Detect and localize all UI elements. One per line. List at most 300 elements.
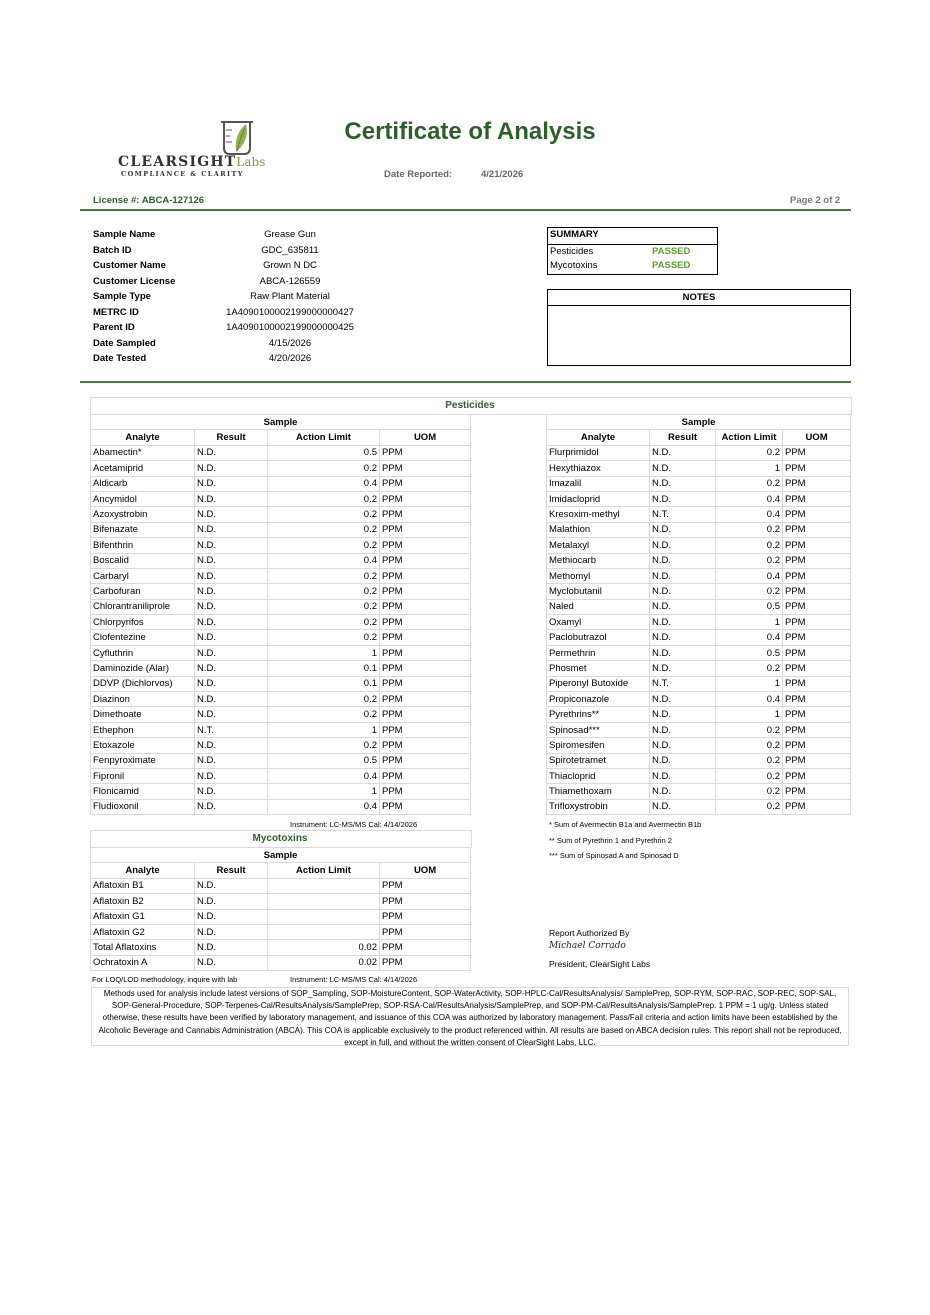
result-cell: N.D. xyxy=(650,615,716,630)
table-row xyxy=(91,630,471,645)
date-reported-label: Date Reported: xyxy=(384,169,453,180)
result-cell: N.D. xyxy=(195,507,268,522)
result-cell: N.T. xyxy=(195,722,268,737)
column-header: Analyte xyxy=(91,430,195,445)
analyte-cell: Ancymidol xyxy=(91,491,195,506)
action-limit-cell: 0.5 xyxy=(716,645,783,660)
analyte-cell: Oxamyl xyxy=(547,615,650,630)
action-limit-cell: 0.2 xyxy=(268,692,380,707)
table-row xyxy=(547,645,851,660)
uom-cell: PPM xyxy=(783,445,851,460)
column-header: Action Limit xyxy=(268,863,380,878)
analyte-cell: Imazalil xyxy=(547,476,650,491)
table-row xyxy=(547,461,851,476)
result-cell: N.D. xyxy=(195,799,268,814)
company-logo xyxy=(118,118,266,180)
pesticides-table-left xyxy=(90,414,471,815)
table-row xyxy=(91,645,471,660)
action-limit-cell: 1 xyxy=(716,461,783,476)
result-cell: N.D. xyxy=(650,768,716,783)
uom-cell: PPM xyxy=(783,784,851,799)
table-row xyxy=(547,522,851,537)
result-cell: N.D. xyxy=(195,738,268,753)
table-row xyxy=(91,784,471,799)
analyte-cell: Malathion xyxy=(547,522,650,537)
result-cell: N.D. xyxy=(650,538,716,553)
sample-info-value: GDC_635811 xyxy=(261,244,319,256)
result-cell: N.D. xyxy=(195,784,268,799)
status-badge: PASSED xyxy=(652,260,691,271)
result-cell: N.D. xyxy=(195,491,268,506)
result-cell: N.D. xyxy=(650,753,716,768)
action-limit-cell: 0.5 xyxy=(716,599,783,614)
footnote: * Sum of Avermectin B1a and Avermectin B1b xyxy=(549,820,702,829)
uom-cell: PPM xyxy=(380,676,471,691)
action-limit-cell: 0.4 xyxy=(268,768,380,783)
analyte-cell: Ochratoxin A xyxy=(91,955,195,970)
analyte-cell: Thiacloprid xyxy=(547,768,650,783)
analyte-cell: Phosmet xyxy=(547,661,650,676)
action-limit-cell: 0.4 xyxy=(268,799,380,814)
uom-cell: PPM xyxy=(380,878,471,893)
action-limit-cell: 0.2 xyxy=(716,768,783,783)
table-row xyxy=(547,661,851,676)
uom-cell: PPM xyxy=(380,738,471,753)
footnote: ** Sum of Pyrethrin 1 and Pyrethrin 2 xyxy=(549,836,672,845)
table-row xyxy=(91,878,471,893)
result-cell: N.D. xyxy=(195,676,268,691)
result-cell: N.D. xyxy=(650,568,716,583)
result-cell: N.D. xyxy=(195,599,268,614)
table-row xyxy=(91,722,471,737)
pesticides-title: Pesticides xyxy=(445,400,495,411)
pesticides-instrument: Instrument: LC-MS/MS Cal: 4/14/2026 xyxy=(290,820,418,829)
page-title: Certificate of Analysis xyxy=(344,118,596,145)
section-divider xyxy=(80,381,851,383)
sample-info-value: 1A4090100002199000000427 xyxy=(226,306,354,318)
uom-cell: PPM xyxy=(783,599,851,614)
uom-cell: PPM xyxy=(380,924,471,939)
table-row xyxy=(547,568,851,583)
analyte-cell: Myclobutanil xyxy=(547,584,650,599)
result-cell: N.D. xyxy=(195,940,268,955)
uom-cell: PPM xyxy=(783,661,851,676)
action-limit-cell: 1 xyxy=(716,707,783,722)
authorizer-title: President, ClearSight Labs xyxy=(549,959,651,969)
action-limit-cell: 0.4 xyxy=(268,553,380,568)
uom-cell: PPM xyxy=(783,568,851,583)
result-cell: N.D. xyxy=(195,955,268,970)
analyte-cell: Dimethoate xyxy=(91,707,195,722)
column-header: UOM xyxy=(783,430,851,445)
result-cell: N.D. xyxy=(650,661,716,676)
action-limit-cell: 0.2 xyxy=(716,553,783,568)
action-limit-cell: 0.2 xyxy=(268,599,380,614)
uom-cell: PPM xyxy=(380,707,471,722)
column-header: Result xyxy=(195,430,268,445)
sample-info-label: Parent ID xyxy=(93,322,135,333)
result-cell: N.D. xyxy=(650,553,716,568)
analyte-cell: Acetamiprid xyxy=(91,461,195,476)
sample-info-label: Sample Type xyxy=(93,291,151,302)
result-cell: N.D. xyxy=(650,738,716,753)
analyte-cell: Aflatoxin B1 xyxy=(91,878,195,893)
analyte-cell: Abamectin* xyxy=(91,445,195,460)
sample-info-label: Customer Name xyxy=(93,260,166,271)
action-limit-cell xyxy=(268,924,380,939)
table-row xyxy=(547,599,851,614)
column-header: UOM xyxy=(380,863,471,878)
result-cell: N.D. xyxy=(195,538,268,553)
uom-cell: PPM xyxy=(380,661,471,676)
table-row xyxy=(91,707,471,722)
uom-cell: PPM xyxy=(380,909,471,924)
analyte-cell: Piperonyl Butoxide xyxy=(547,676,650,691)
uom-cell: PPM xyxy=(380,722,471,737)
table-row xyxy=(547,753,851,768)
signature: Michael Corrado xyxy=(549,941,626,951)
summary-box xyxy=(547,227,718,275)
mycotoxins-title: Mycotoxins xyxy=(252,833,308,844)
sample-info-label: Customer License xyxy=(93,275,176,287)
analyte-cell: Aflatoxin B2 xyxy=(91,894,195,909)
action-limit-cell: 0.1 xyxy=(268,676,380,691)
notes-box xyxy=(547,305,851,366)
uom-cell: PPM xyxy=(380,784,471,799)
license-number: License #: ABCA-127126 xyxy=(93,195,205,206)
result-cell: N.D. xyxy=(195,707,268,722)
result-cell: N.D. xyxy=(195,630,268,645)
analyte-cell: Chlorantraniliprole xyxy=(91,599,195,614)
result-cell: N.T. xyxy=(650,507,716,522)
result-cell: N.D. xyxy=(650,692,716,707)
result-cell: N.D. xyxy=(650,630,716,645)
action-limit-cell xyxy=(268,909,380,924)
header-divider xyxy=(80,209,851,211)
table-row xyxy=(547,768,851,783)
uom-cell: PPM xyxy=(380,445,471,460)
uom-cell: PPM xyxy=(783,584,851,599)
analyte-cell: Methomyl xyxy=(547,568,650,583)
action-limit-cell: 1 xyxy=(716,676,783,691)
analyte-cell: Carbofuran xyxy=(91,584,195,599)
sample-header: Sample xyxy=(91,848,471,863)
column-header: Result xyxy=(650,430,716,445)
analyte-cell: Flurprimidol xyxy=(547,445,650,460)
sample-info-value: 4/20/2026 xyxy=(268,353,312,364)
action-limit-cell: 0.1 xyxy=(268,661,380,676)
sample-header: Sample xyxy=(547,415,851,430)
uom-cell: PPM xyxy=(783,768,851,783)
result-cell: N.D. xyxy=(650,491,716,506)
table-row xyxy=(547,445,851,460)
summary-item-label: Mycotoxins xyxy=(550,260,598,271)
table-row xyxy=(91,924,471,939)
table-row xyxy=(547,615,851,630)
uom-cell: PPM xyxy=(380,568,471,583)
analyte-cell: Spiromesifen xyxy=(547,738,650,753)
table-row xyxy=(91,940,471,955)
uom-cell: PPM xyxy=(380,584,471,599)
table-row xyxy=(547,491,851,506)
result-cell: N.D. xyxy=(195,894,268,909)
analyte-cell: Fludioxonil xyxy=(91,799,195,814)
sample-info-value: ABCA-126559 xyxy=(259,275,321,287)
analyte-cell: Bifenthrin xyxy=(91,538,195,553)
uom-cell: PPM xyxy=(783,491,851,506)
uom-cell: PPM xyxy=(380,491,471,506)
sample-info-label: Batch ID xyxy=(93,244,132,256)
table-row xyxy=(91,522,471,537)
table-row xyxy=(91,692,471,707)
action-limit-cell: 0.4 xyxy=(716,692,783,707)
result-cell: N.D. xyxy=(195,584,268,599)
table-row xyxy=(91,599,471,614)
action-limit-cell: 0.4 xyxy=(716,491,783,506)
analyte-cell: Fenpyroximate xyxy=(91,753,195,768)
uom-cell: PPM xyxy=(380,507,471,522)
result-cell: N.D. xyxy=(650,784,716,799)
result-cell: N.D. xyxy=(650,599,716,614)
table-row xyxy=(91,568,471,583)
table-row xyxy=(91,955,471,970)
action-limit-cell: 0.2 xyxy=(268,522,380,537)
table-row xyxy=(91,615,471,630)
result-cell: N.D. xyxy=(650,445,716,460)
table-row xyxy=(91,461,471,476)
uom-cell: PPM xyxy=(380,894,471,909)
table-row xyxy=(91,553,471,568)
uom-cell: PPM xyxy=(380,645,471,660)
table-row xyxy=(547,799,851,814)
uom-cell: PPM xyxy=(783,707,851,722)
analyte-cell: Imidacloprid xyxy=(547,491,650,506)
uom-cell: PPM xyxy=(380,692,471,707)
sample-info-value: 1A4090100002199000000425 xyxy=(226,322,354,333)
analyte-cell: Hexythiazox xyxy=(547,461,650,476)
sample-info-value: Grease Gun xyxy=(264,229,316,240)
uom-cell: PPM xyxy=(783,738,851,753)
uom-cell: PPM xyxy=(380,476,471,491)
sample-header: Sample xyxy=(91,415,471,430)
result-cell: N.D. xyxy=(195,553,268,568)
uom-cell: PPM xyxy=(783,507,851,522)
action-limit-cell: 0.2 xyxy=(268,461,380,476)
uom-cell: PPM xyxy=(380,799,471,814)
result-cell: N.D. xyxy=(195,568,268,583)
analyte-cell: Aflatoxin G1 xyxy=(91,909,195,924)
action-limit-cell: 0.2 xyxy=(268,707,380,722)
result-cell: N.D. xyxy=(195,661,268,676)
analyte-cell: Methiocarb xyxy=(547,553,650,568)
analyte-cell: Azoxystrobin xyxy=(91,507,195,522)
result-cell: N.T. xyxy=(650,676,716,691)
analyte-cell: Kresoxim-methyl xyxy=(547,507,650,522)
action-limit-cell: 0.2 xyxy=(268,584,380,599)
column-header: UOM xyxy=(380,430,471,445)
uom-cell: PPM xyxy=(783,522,851,537)
action-limit-cell: 0.2 xyxy=(716,584,783,599)
analyte-cell: Pyrethrins** xyxy=(547,707,650,722)
result-cell: N.D. xyxy=(195,878,268,893)
action-limit-cell: 0.4 xyxy=(716,507,783,522)
analyte-cell: Etoxazole xyxy=(91,738,195,753)
table-row xyxy=(547,538,851,553)
page-number: Page 2 of 2 xyxy=(790,195,841,206)
authorized-by-label: Report Authorized By xyxy=(549,928,630,938)
uom-cell: PPM xyxy=(380,940,471,955)
table-row xyxy=(91,538,471,553)
action-limit-cell: 0.2 xyxy=(268,738,380,753)
uom-cell: PPM xyxy=(783,645,851,660)
sample-info-label: METRC ID xyxy=(93,306,139,318)
action-limit-cell: 0.02 xyxy=(268,940,380,955)
analyte-cell: Clofentezine xyxy=(91,630,195,645)
summary-title: SUMMARY xyxy=(550,229,599,240)
table-row xyxy=(547,738,851,753)
table-row xyxy=(91,768,471,783)
analyte-cell: Total Aflatoxins xyxy=(91,940,195,955)
action-limit-cell: 0.4 xyxy=(268,476,380,491)
uom-cell: PPM xyxy=(380,461,471,476)
action-limit-cell: 0.2 xyxy=(268,615,380,630)
uom-cell: PPM xyxy=(783,461,851,476)
analyte-cell: Ethephon xyxy=(91,722,195,737)
action-limit-cell xyxy=(268,878,380,893)
analyte-cell: Bifenazate xyxy=(91,522,195,537)
uom-cell: PPM xyxy=(783,692,851,707)
analyte-cell: Spinosad*** xyxy=(547,722,650,737)
logo-wordmark: CLEARSIGHTLabs xyxy=(118,154,266,170)
mycotoxins-instrument: Instrument: LC-MS/MS Cal: 4/14/2026 xyxy=(290,975,418,984)
analyte-cell: Propiconazole xyxy=(547,692,650,707)
analyte-cell: Metalaxyl xyxy=(547,538,650,553)
disclaimer: Methods used for analysis include latest versions of SOP_Sampling, SOP-MoistureContent, SOP-WaterActivity, SOP-HPLC-Cal/ResultsAnalysis/ SamplePrep, SOP-RYM, SOP-RAC, SOP-REC, SOP-SAL, SOP-General-Procedure, SOP-Terpenes-Cal/ResultsAnalysis/SamplePrep, SOP-RSA-Cal/ResultsAnalysis/SamplePrep, and SOP-PM-Cal/ResultsAnalysis/SamplePrep. 1 PPM = 1 ug/g. Unless stated otherwise, these results have been verified by laboratory management, and issuance of this COA was authorized by laboratory management. Pass/Fail criteria and action limits have been established by the Alcoholic Beverage and Cannabis Administration (ABCA). This COA is applicable exclusively to the product referenced within. All results are based on ABCA decision rules. This report shall not be reproduced, except in full, and without the written consent of ClearSight Labs, LLC. xyxy=(91,987,849,1046)
sample-info-value: 4/15/2026 xyxy=(268,337,312,349)
action-limit-cell: 0.2 xyxy=(716,738,783,753)
action-limit-cell: 0.2 xyxy=(268,538,380,553)
analyte-cell: Fipronil xyxy=(91,768,195,783)
status-badge: PASSED xyxy=(652,246,691,257)
analyte-cell: Flonicamid xyxy=(91,784,195,799)
table-row xyxy=(91,507,471,522)
analyte-cell: Naled xyxy=(547,599,650,614)
analyte-cell: Permethrin xyxy=(547,645,650,660)
table-row xyxy=(91,894,471,909)
uom-cell: PPM xyxy=(783,753,851,768)
analyte-cell: Carbaryl xyxy=(91,568,195,583)
analyte-cell: Spirotetramet xyxy=(547,753,650,768)
table-row xyxy=(547,630,851,645)
result-cell: N.D. xyxy=(195,615,268,630)
action-limit-cell: 1 xyxy=(716,615,783,630)
action-limit-cell: 0.2 xyxy=(268,568,380,583)
table-row xyxy=(547,584,851,599)
action-limit-cell: 0.2 xyxy=(716,445,783,460)
action-limit-cell: 0.2 xyxy=(716,476,783,491)
table-row xyxy=(547,553,851,568)
action-limit-cell: 0.2 xyxy=(268,630,380,645)
mycotoxins-table xyxy=(90,847,471,971)
uom-cell: PPM xyxy=(380,522,471,537)
analyte-cell: Cyfluthrin xyxy=(91,645,195,660)
action-limit-cell: 0.2 xyxy=(716,722,783,737)
logo-tagline: COMPLIANCE & CLARITY xyxy=(121,170,244,178)
uom-cell: PPM xyxy=(783,799,851,814)
table-row xyxy=(91,676,471,691)
analyte-cell: Aldicarb xyxy=(91,476,195,491)
result-cell: N.D. xyxy=(195,909,268,924)
action-limit-cell: 0.2 xyxy=(268,491,380,506)
column-header: Result xyxy=(195,863,268,878)
analyte-cell: Boscalid xyxy=(91,553,195,568)
result-cell: N.D. xyxy=(650,522,716,537)
action-limit-cell: 0.2 xyxy=(716,661,783,676)
result-cell: N.D. xyxy=(650,584,716,599)
result-cell: N.D. xyxy=(195,768,268,783)
notes-title: NOTES xyxy=(547,289,851,306)
uom-cell: PPM xyxy=(783,538,851,553)
analyte-cell: Trifloxystrobin xyxy=(547,799,650,814)
result-cell: N.D. xyxy=(195,476,268,491)
column-header: Action Limit xyxy=(716,430,783,445)
result-cell: N.D. xyxy=(195,522,268,537)
uom-cell: PPM xyxy=(380,630,471,645)
action-limit-cell: 0.2 xyxy=(716,538,783,553)
table-row xyxy=(91,909,471,924)
action-limit-cell: 0.2 xyxy=(716,784,783,799)
uom-cell: PPM xyxy=(783,630,851,645)
result-cell: N.D. xyxy=(195,753,268,768)
uom-cell: PPM xyxy=(380,768,471,783)
loq-note: For LOQ/LOD methodology, inquire with lab xyxy=(92,975,238,984)
action-limit-cell: 0.5 xyxy=(268,753,380,768)
action-limit-cell: 0.02 xyxy=(268,955,380,970)
sample-info-label: Date Tested xyxy=(93,353,147,364)
analyte-cell: Thiamethoxam xyxy=(547,784,650,799)
action-limit-cell: 0.2 xyxy=(716,522,783,537)
table-row xyxy=(91,753,471,768)
action-limit-cell: 0.2 xyxy=(716,799,783,814)
table-row xyxy=(91,799,471,814)
column-header: Analyte xyxy=(91,863,195,878)
footnote: *** Sum of Spinosad A and Spinosad D xyxy=(549,851,679,860)
analyte-cell: Paclobutrazol xyxy=(547,630,650,645)
result-cell: N.D. xyxy=(195,445,268,460)
result-cell: N.D. xyxy=(650,476,716,491)
table-row xyxy=(91,445,471,460)
analyte-cell: DDVP (Dichlorvos) xyxy=(91,676,195,691)
table-row xyxy=(547,784,851,799)
action-limit-cell: 0.2 xyxy=(268,507,380,522)
sample-info-label: Date Sampled xyxy=(93,337,156,349)
table-row xyxy=(91,491,471,506)
table-row xyxy=(547,692,851,707)
table-row xyxy=(91,584,471,599)
table-row xyxy=(91,738,471,753)
action-limit-cell: 0.5 xyxy=(268,445,380,460)
result-cell: N.D. xyxy=(195,692,268,707)
result-cell: N.D. xyxy=(650,722,716,737)
uom-cell: PPM xyxy=(783,722,851,737)
table-row xyxy=(547,722,851,737)
result-cell: N.D. xyxy=(650,707,716,722)
uom-cell: PPM xyxy=(783,553,851,568)
result-cell: N.D. xyxy=(650,461,716,476)
date-reported-value: 4/21/2026 xyxy=(481,169,524,180)
uom-cell: PPM xyxy=(380,955,471,970)
result-cell: N.D. xyxy=(195,461,268,476)
